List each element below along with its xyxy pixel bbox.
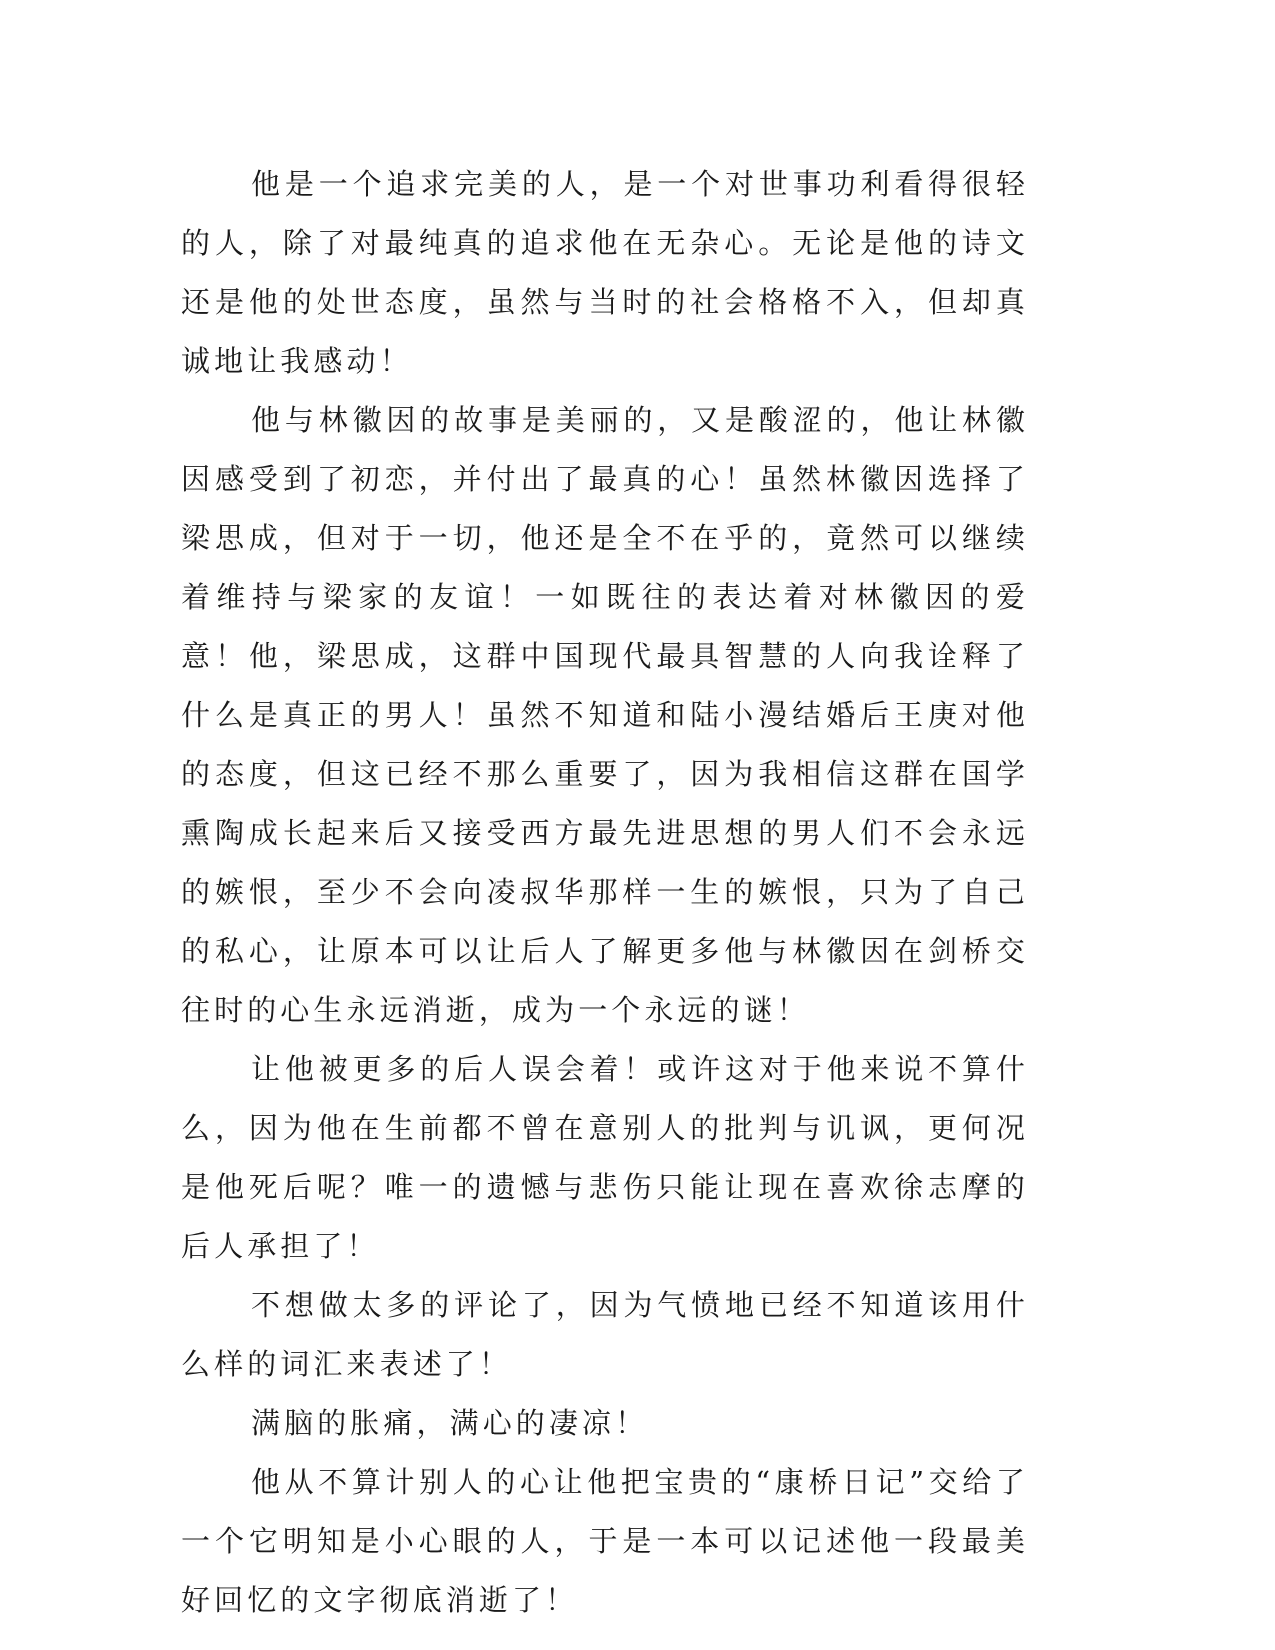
paragraph-1: 他是一个追求完美的人，是一个对世事功利看得很轻的人，除了对最纯真的追求他在无杂心。无论是他的诗文还是他的处世态度，虽然与当时的社会格格不入，但却真诚地让我感动！ — [181, 167, 1029, 378]
paragraph-6: 他从不算计别人的心让他把宝贵的“康桥日记”交给了一个它明知是小心眼的人，于是一本可以记述他一段最美好回忆的文字彻底消逝了！ — [181, 1465, 1029, 1617]
paragraph-2: 他与林徽因的故事是美丽的，又是酸涩的，他让林徽因感受到了初恋，并付出了最真的心！虽然林徽因选择了梁思成，但对于一切，他还是全不在乎的，竟然可以继续着维持与梁家的友谊！一如既往的表达着对林徽因的爱意！他，梁思成，这群中国现代最具智慧的人向我诠释了什么是真正的男人！虽然不知道和陆小漫结婚后王庚对他的态度，但这已经不那么重要了，因为我相信这群在国学熏陶成长起来后又接受西方最先进思想的男人们不会永远的嫉恨，至少不会向凌叔华那样一生的嫉恨，只为了自己的私心，让原本可以让后人了解更多他与林徽因在剑桥交往时的心生永远消逝，成为一个永远的谜！ — [181, 403, 1029, 1027]
document-body — [181, 155, 1029, 1630]
paragraph-5: 满脑的胀痛，满心的凄凉！ — [251, 1406, 649, 1440]
paragraph-4: 不想做太多的评论了，因为气愤地已经不知道该用什么样的词汇来表述了！ — [181, 1288, 1029, 1381]
paragraph-3: 让他被更多的后人误会着！或许这对于他来说不算什么，因为他在生前都不曾在意别人的批判与讥讽，更何况是他死后呢？唯一的遗憾与悲伤只能让现在喜欢徐志摩的后人承担了！ — [181, 1052, 1029, 1263]
